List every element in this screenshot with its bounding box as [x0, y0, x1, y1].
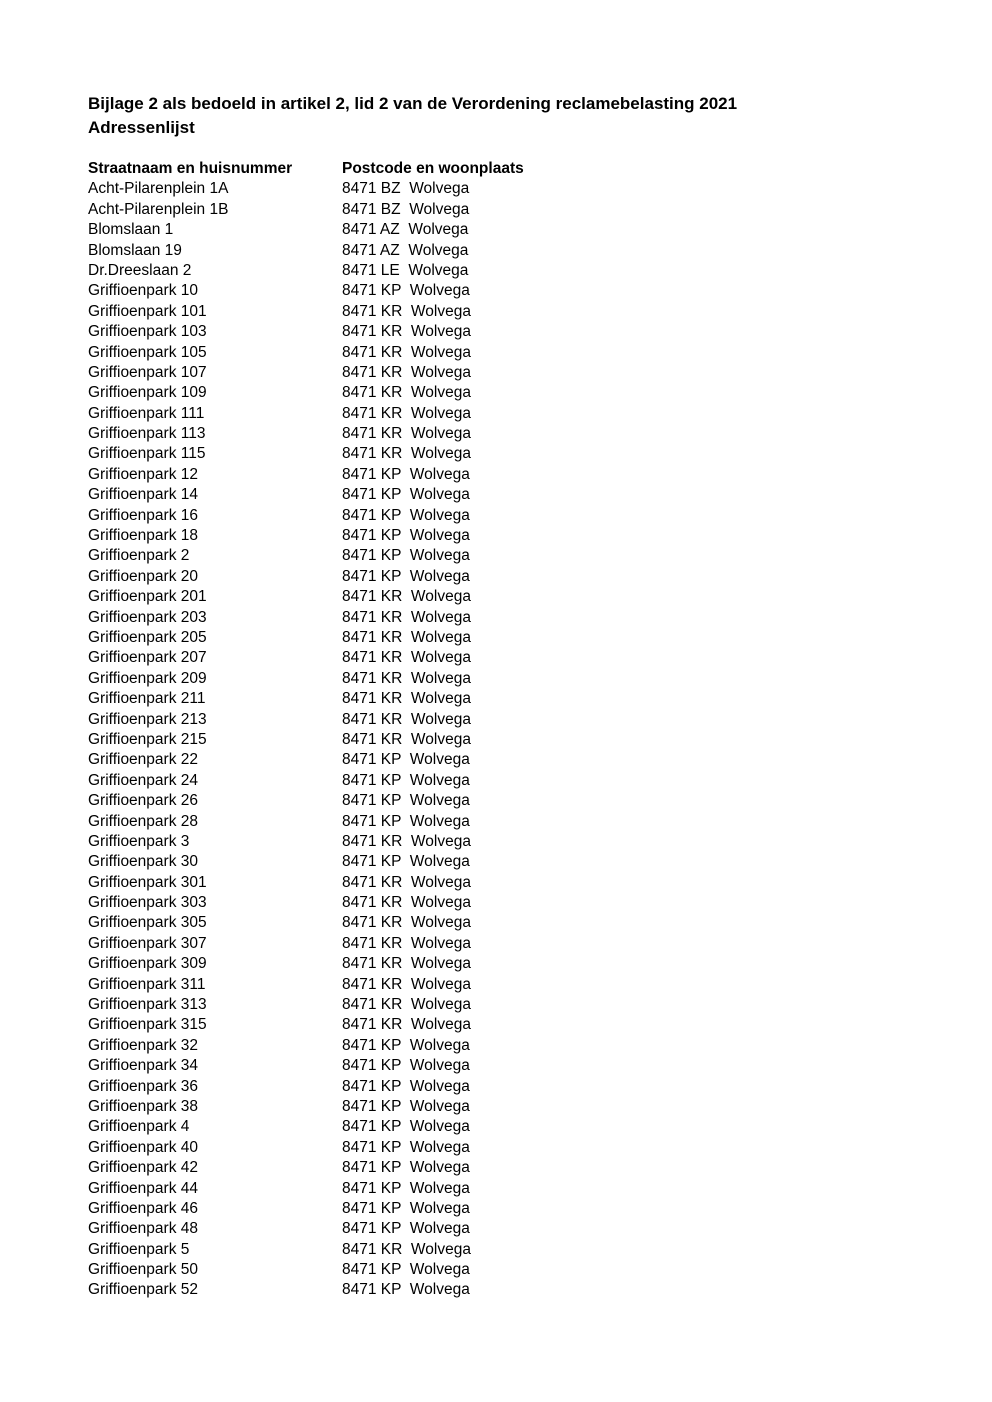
address-cell: Griffioenpark 301 [88, 873, 207, 891]
document-title: Bijlage 2 als bedoeld in artikel 2, lid 2 van de Verordening reclamebelasting 2021 [88, 94, 738, 113]
postcode-cell: 8471 KR Wolvega [342, 894, 471, 912]
address-cell: Griffioenpark 309 [88, 955, 207, 973]
table-row [88, 322, 788, 342]
address-cell: Griffioenpark 103 [88, 323, 207, 341]
postcode-cell: 8471 KP Wolvega [342, 486, 470, 504]
address-cell: Griffioenpark 46 [88, 1199, 198, 1217]
postcode-cell: 8471 KR Wolvega [342, 955, 471, 973]
address-cell: Griffioenpark 52 [88, 1281, 198, 1299]
address-cell: Griffioenpark 32 [88, 1036, 198, 1054]
address-cell: Griffioenpark 20 [88, 567, 198, 585]
postcode-cell: 8471 KP Wolvega [342, 771, 470, 789]
column-header-postcode: Postcode en woonplaats [342, 160, 524, 177]
postcode-cell: 8471 KR Wolvega [342, 404, 471, 422]
table-row [88, 587, 788, 607]
postcode-cell: 8471 KR Wolvega [342, 975, 471, 993]
postcode-cell: 8471 KP Wolvega [342, 1036, 470, 1054]
postcode-cell: 8471 AZ Wolvega [342, 241, 469, 259]
table-row [88, 465, 788, 485]
postcode-cell: 8471 KR Wolvega [342, 914, 471, 932]
address-cell: Griffioenpark 211 [88, 690, 206, 708]
table-row [88, 383, 788, 403]
table-row [88, 669, 788, 689]
postcode-cell: 8471 KR Wolvega [342, 690, 471, 708]
column-header-address: Straatnaam en huisnummer [88, 160, 293, 177]
table-row [88, 1280, 788, 1300]
table-row [88, 1036, 788, 1056]
table-row [88, 1138, 788, 1158]
postcode-cell: 8471 KR Wolvega [342, 384, 471, 402]
postcode-cell: 8471 KR Wolvega [342, 710, 471, 728]
table-header-row [88, 159, 788, 179]
table-row [88, 179, 788, 199]
address-cell: Griffioenpark 44 [88, 1179, 198, 1197]
table-row [88, 730, 788, 750]
table-row [88, 546, 788, 566]
address-cell: Griffioenpark 113 [88, 425, 206, 443]
postcode-cell: 8471 KR Wolvega [342, 934, 471, 952]
table-row [88, 485, 788, 505]
postcode-cell: 8471 KR Wolvega [342, 832, 471, 850]
postcode-cell: 8471 KR Wolvega [342, 1240, 471, 1258]
table-row [88, 343, 788, 363]
postcode-cell: 8471 KP Wolvega [342, 1159, 470, 1177]
postcode-cell: 8471 KR Wolvega [342, 323, 471, 341]
address-cell: Griffioenpark 111 [88, 404, 205, 422]
table-row [88, 200, 788, 220]
address-cell: Acht-Pilarenplein 1B [88, 200, 229, 218]
table-row [88, 893, 788, 913]
address-cell: Griffioenpark 12 [88, 465, 198, 483]
address-cell: Griffioenpark 315 [88, 1016, 207, 1034]
table-row [88, 791, 788, 811]
postcode-cell: 8471 KP Wolvega [342, 527, 470, 545]
postcode-cell: 8471 KR Wolvega [342, 730, 471, 748]
postcode-cell: 8471 KR Wolvega [342, 588, 471, 606]
address-cell: Griffioenpark 42 [88, 1159, 198, 1177]
table-row [88, 1097, 788, 1117]
table-row [88, 1240, 788, 1260]
address-cell: Griffioenpark 107 [88, 363, 207, 381]
postcode-cell: 8471 KP Wolvega [342, 1199, 470, 1217]
postcode-cell: 8471 KR Wolvega [342, 1016, 471, 1034]
address-cell: Griffioenpark 313 [88, 996, 207, 1014]
postcode-cell: 8471 KP Wolvega [342, 1097, 470, 1115]
table-row [88, 1179, 788, 1199]
address-cell: Acht-Pilarenplein 1A [88, 180, 229, 198]
address-cell: Griffioenpark 305 [88, 914, 207, 932]
address-cell: Griffioenpark 34 [88, 1057, 198, 1075]
address-cell: Griffioenpark 28 [88, 812, 198, 830]
table-row [88, 302, 788, 322]
table-row [88, 954, 788, 974]
table-row [88, 608, 788, 628]
table-row [88, 812, 788, 832]
table-row [88, 506, 788, 526]
postcode-cell: 8471 KP Wolvega [342, 853, 470, 871]
table-row [88, 771, 788, 791]
address-cell: Griffioenpark 5 [88, 1240, 190, 1258]
table-row [88, 832, 788, 852]
postcode-cell: 8471 KP Wolvega [342, 1179, 470, 1197]
address-cell: Griffioenpark 307 [88, 934, 207, 952]
postcode-cell: 8471 KP Wolvega [342, 1057, 470, 1075]
postcode-cell: 8471 KR Wolvega [342, 649, 471, 667]
address-cell: Griffioenpark 18 [88, 527, 198, 545]
table-row [88, 1260, 788, 1280]
address-cell: Blomslaan 1 [88, 221, 174, 239]
postcode-cell: 8471 KP Wolvega [342, 506, 470, 524]
address-cell: Griffioenpark 14 [88, 486, 198, 504]
address-cell: Griffioenpark 115 [88, 445, 206, 463]
address-cell: Griffioenpark 205 [88, 628, 207, 646]
postcode-cell: 8471 AZ Wolvega [342, 221, 469, 239]
table-row [88, 567, 788, 587]
postcode-cell: 8471 KP Wolvega [342, 465, 470, 483]
table-row [88, 1117, 788, 1137]
postcode-cell: 8471 KP Wolvega [342, 547, 470, 565]
table-row [88, 526, 788, 546]
table-row [88, 444, 788, 464]
address-cell: Griffioenpark 40 [88, 1138, 198, 1156]
postcode-cell: 8471 KR Wolvega [342, 343, 471, 361]
postcode-cell: 8471 KP Wolvega [342, 1077, 470, 1095]
table-row [88, 873, 788, 893]
postcode-cell: 8471 KR Wolvega [342, 302, 471, 320]
postcode-cell: 8471 KR Wolvega [342, 445, 471, 463]
table-row [88, 424, 788, 444]
address-cell: Griffioenpark 4 [88, 1118, 190, 1136]
address-cell: Griffioenpark 48 [88, 1220, 198, 1238]
address-cell: Dr.Dreeslaan 2 [88, 261, 192, 279]
address-cell: Griffioenpark 26 [88, 792, 198, 810]
address-cell: Griffioenpark 36 [88, 1077, 198, 1095]
postcode-cell: 8471 KP Wolvega [342, 1220, 470, 1238]
postcode-cell: 8471 KR Wolvega [342, 628, 471, 646]
table-row [88, 750, 788, 770]
postcode-cell: 8471 KR Wolvega [342, 669, 471, 687]
table-row [88, 628, 788, 648]
postcode-cell: 8471 BZ Wolvega [342, 180, 470, 198]
address-cell: Griffioenpark 213 [88, 710, 207, 728]
address-cell: Griffioenpark 207 [88, 649, 207, 667]
table-row [88, 975, 788, 995]
address-cell: Griffioenpark 203 [88, 608, 207, 626]
address-cell: Griffioenpark 10 [88, 282, 198, 300]
postcode-cell: 8471 LE Wolvega [342, 261, 469, 279]
address-cell: Blomslaan 19 [88, 241, 182, 259]
postcode-cell: 8471 KR Wolvega [342, 608, 471, 626]
table-row [88, 689, 788, 709]
document-subtitle: Adressenlijst [88, 118, 195, 137]
postcode-cell: 8471 KP Wolvega [342, 751, 470, 769]
postcode-cell: 8471 KP Wolvega [342, 1118, 470, 1136]
postcode-cell: 8471 KP Wolvega [342, 792, 470, 810]
postcode-cell: 8471 KP Wolvega [342, 1281, 470, 1299]
address-cell: Griffioenpark 109 [88, 384, 207, 402]
postcode-cell: 8471 KP Wolvega [342, 1138, 470, 1156]
table-row [88, 710, 788, 730]
address-cell: Griffioenpark 2 [88, 547, 190, 565]
table-row [88, 1158, 788, 1178]
table-row [88, 363, 788, 383]
address-cell: Griffioenpark 201 [88, 588, 207, 606]
document-page [88, 92, 908, 1299]
postcode-cell: 8471 KP Wolvega [342, 812, 470, 830]
table-row [88, 241, 788, 261]
address-cell: Griffioenpark 101 [88, 302, 207, 320]
postcode-cell: 8471 KR Wolvega [342, 996, 471, 1014]
address-cell: Griffioenpark 311 [88, 975, 206, 993]
address-cell: Griffioenpark 38 [88, 1097, 198, 1115]
address-table [88, 159, 788, 1301]
table-row [88, 995, 788, 1015]
postcode-cell: 8471 KR Wolvega [342, 873, 471, 891]
table-row [88, 648, 788, 668]
postcode-cell: 8471 BZ Wolvega [342, 200, 470, 218]
address-cell: Griffioenpark 16 [88, 506, 198, 524]
table-row [88, 1219, 788, 1239]
address-cell: Griffioenpark 3 [88, 832, 190, 850]
table-row [88, 1056, 788, 1076]
postcode-cell: 8471 KP Wolvega [342, 282, 470, 300]
table-row [88, 1199, 788, 1219]
table-body [88, 179, 788, 1300]
postcode-cell: 8471 KR Wolvega [342, 363, 471, 381]
address-cell: Griffioenpark 50 [88, 1261, 198, 1279]
table-row [88, 220, 788, 240]
postcode-cell: 8471 KP Wolvega [342, 1261, 470, 1279]
address-cell: Griffioenpark 215 [88, 730, 207, 748]
table-row [88, 1077, 788, 1097]
table-row [88, 1015, 788, 1035]
table-row [88, 404, 788, 424]
address-cell: Griffioenpark 30 [88, 853, 198, 871]
table-row [88, 281, 788, 301]
postcode-cell: 8471 KR Wolvega [342, 425, 471, 443]
address-cell: Griffioenpark 22 [88, 751, 198, 769]
address-cell: Griffioenpark 209 [88, 669, 207, 687]
table-row [88, 261, 788, 281]
table-row [88, 934, 788, 954]
address-cell: Griffioenpark 303 [88, 894, 207, 912]
table-row [88, 852, 788, 872]
table-row [88, 913, 788, 933]
address-cell: Griffioenpark 24 [88, 771, 198, 789]
postcode-cell: 8471 KP Wolvega [342, 567, 470, 585]
address-cell: Griffioenpark 105 [88, 343, 207, 361]
